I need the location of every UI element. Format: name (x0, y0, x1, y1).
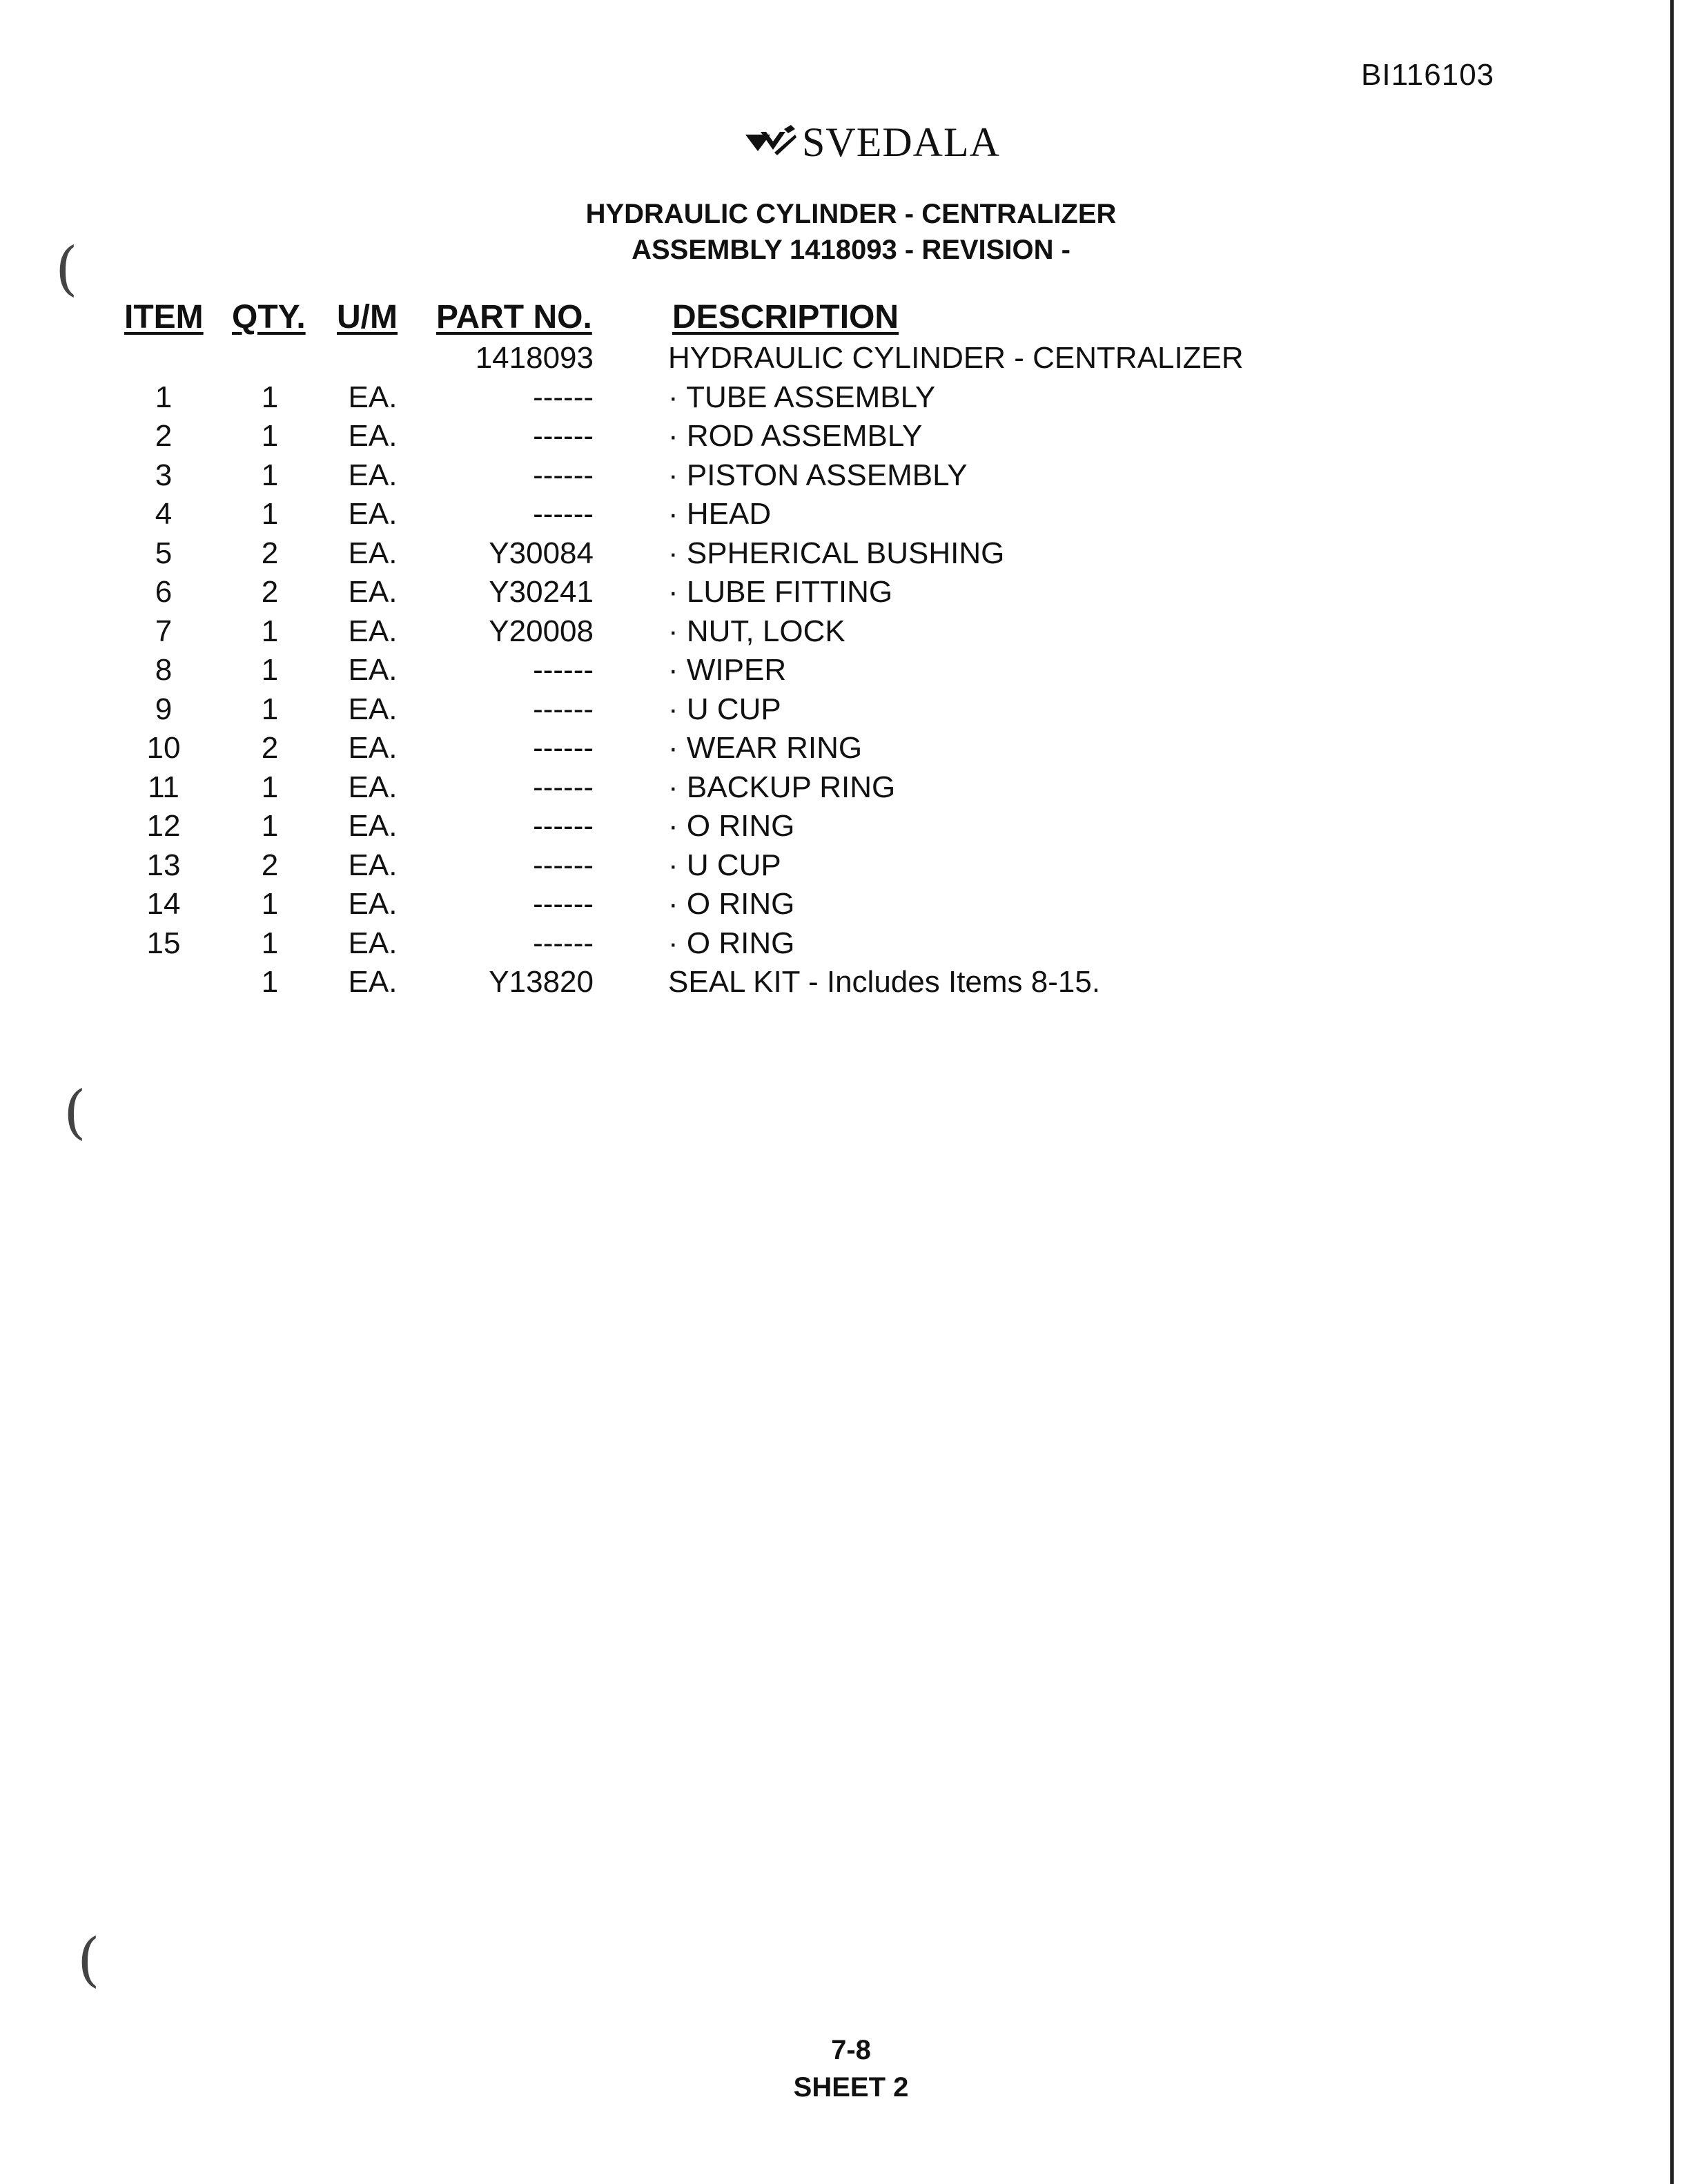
table-row (0, 497, 1702, 536)
part-no-cell: ------ (533, 419, 594, 453)
table-row (0, 926, 1702, 965)
description-cell: · O RING (668, 926, 795, 960)
table-row (0, 770, 1702, 809)
svedala-logo (743, 119, 1000, 166)
binder-hole-mark: ( (55, 235, 78, 302)
item-cell: 5 (155, 536, 173, 570)
table-header-row (0, 298, 1702, 337)
svedala-logo-icon (743, 122, 798, 164)
um-cell: EA. (348, 770, 398, 804)
item-cell: 2 (155, 419, 173, 453)
table-row (0, 965, 1702, 1004)
qty-cell: 2 (261, 575, 279, 609)
item-cell: 4 (155, 497, 173, 531)
description-cell: SEAL KIT - Includes Items 8-15. (668, 965, 1101, 999)
col-header-um: U/M (337, 299, 398, 335)
item-cell: 11 (148, 770, 179, 804)
description-cell: · ROD ASSEMBLY (668, 419, 923, 453)
description-cell: · HEAD (668, 497, 772, 531)
part-no-cell: ------ (533, 848, 594, 882)
col-header-part-no: PART NO. (436, 299, 592, 335)
um-cell: EA. (348, 653, 398, 687)
table-row (0, 614, 1702, 653)
description-cell: · BACKUP RING (668, 770, 896, 804)
table-row (0, 341, 1702, 380)
part-no-cell: Y30084 (489, 536, 594, 570)
part-no-cell: ------ (533, 458, 594, 492)
table-row (0, 419, 1702, 458)
qty-cell: 2 (261, 536, 279, 570)
sheet-number: SHEET 2 (793, 2072, 909, 2103)
um-cell: EA. (348, 926, 398, 960)
qty-cell: 1 (261, 653, 279, 687)
description-cell: · WIPER (668, 653, 787, 687)
um-cell: EA. (348, 731, 398, 765)
description-cell: HYDRAULIC CYLINDER - CENTRALIZER (668, 341, 1244, 375)
part-no-cell: ------ (533, 731, 594, 765)
part-no-cell: ------ (533, 809, 594, 843)
binder-hole-mark: ( (63, 1078, 86, 1146)
table-row (0, 575, 1702, 614)
um-cell: EA. (348, 614, 398, 648)
col-header-description: DESCRIPTION (672, 299, 899, 335)
table-row (0, 731, 1702, 770)
item-cell: 15 (146, 926, 181, 960)
table-row (0, 809, 1702, 848)
item-cell: 12 (146, 809, 181, 843)
col-header-item: ITEM (124, 299, 204, 335)
document-subtitle: ASSEMBLY 1418093 - REVISION - (632, 235, 1070, 265)
um-cell: EA. (348, 692, 398, 726)
qty-cell: 1 (261, 926, 279, 960)
description-cell: · LUBE FITTING (668, 575, 893, 609)
qty-cell: 1 (261, 419, 279, 453)
qty-cell: 2 (261, 731, 279, 765)
qty-cell: 1 (261, 692, 279, 726)
qty-cell: 1 (261, 965, 279, 999)
item-cell: 7 (155, 614, 173, 648)
part-no-cell: ------ (533, 770, 594, 804)
part-no-cell: Y30241 (489, 575, 594, 609)
qty-cell: 1 (261, 380, 279, 414)
um-cell: EA. (348, 887, 398, 921)
table-row (0, 653, 1702, 692)
description-cell: · O RING (668, 809, 795, 843)
description-cell: · NUT, LOCK (668, 614, 845, 648)
item-cell: 1 (155, 380, 173, 414)
part-no-cell: 1418093 (475, 341, 594, 375)
description-cell: · TUBE ASSEMBLY (668, 380, 936, 414)
description-cell: · PISTON ASSEMBLY (668, 458, 968, 492)
um-cell: EA. (348, 965, 398, 999)
qty-cell: 1 (261, 887, 279, 921)
um-cell: EA. (348, 497, 398, 531)
document-id: BI116103 (1361, 58, 1495, 92)
part-no-cell: ------ (533, 887, 594, 921)
um-cell: EA. (348, 419, 398, 453)
col-header-qty: QTY. (232, 299, 306, 335)
part-no-cell: ------ (533, 692, 594, 726)
part-no-cell: Y20008 (489, 614, 594, 648)
qty-cell: 2 (261, 848, 279, 882)
table-row (0, 692, 1702, 731)
table-row (0, 887, 1702, 926)
part-no-cell: ------ (533, 653, 594, 687)
table-row (0, 848, 1702, 887)
part-no-cell: Y13820 (489, 965, 594, 999)
um-cell: EA. (348, 536, 398, 570)
page-number: 7-8 (831, 2035, 871, 2065)
table-row (0, 536, 1702, 575)
um-cell: EA. (348, 848, 398, 882)
item-cell: 3 (155, 458, 173, 492)
item-cell: 14 (146, 887, 181, 921)
table-row (0, 380, 1702, 419)
part-no-cell: ------ (533, 497, 594, 531)
description-cell: · U CUP (668, 692, 781, 726)
qty-cell: 1 (261, 458, 279, 492)
part-no-cell: ------ (533, 926, 594, 960)
item-cell: 13 (146, 848, 181, 882)
um-cell: EA. (348, 809, 398, 843)
item-cell: 9 (155, 692, 173, 726)
qty-cell: 1 (261, 497, 279, 531)
description-cell: · SPHERICAL BUSHING (668, 536, 1005, 570)
description-cell: · U CUP (668, 848, 781, 882)
item-cell: 6 (155, 575, 173, 609)
description-cell: · WEAR RING (668, 731, 863, 765)
um-cell: EA. (348, 380, 398, 414)
description-cell: · O RING (668, 887, 795, 921)
table-row (0, 458, 1702, 497)
item-cell: 10 (146, 731, 181, 765)
document-title: HYDRAULIC CYLINDER - CENTRALIZER (585, 199, 1117, 229)
um-cell: EA. (348, 458, 398, 492)
binder-hole-mark: ( (77, 1926, 100, 1993)
item-cell: 8 (155, 653, 173, 687)
qty-cell: 1 (261, 809, 279, 843)
qty-cell: 1 (261, 614, 279, 648)
logo-text: SVEDALA (802, 119, 1000, 165)
qty-cell: 1 (261, 770, 279, 804)
part-no-cell: ------ (533, 380, 594, 414)
um-cell: EA. (348, 575, 398, 609)
